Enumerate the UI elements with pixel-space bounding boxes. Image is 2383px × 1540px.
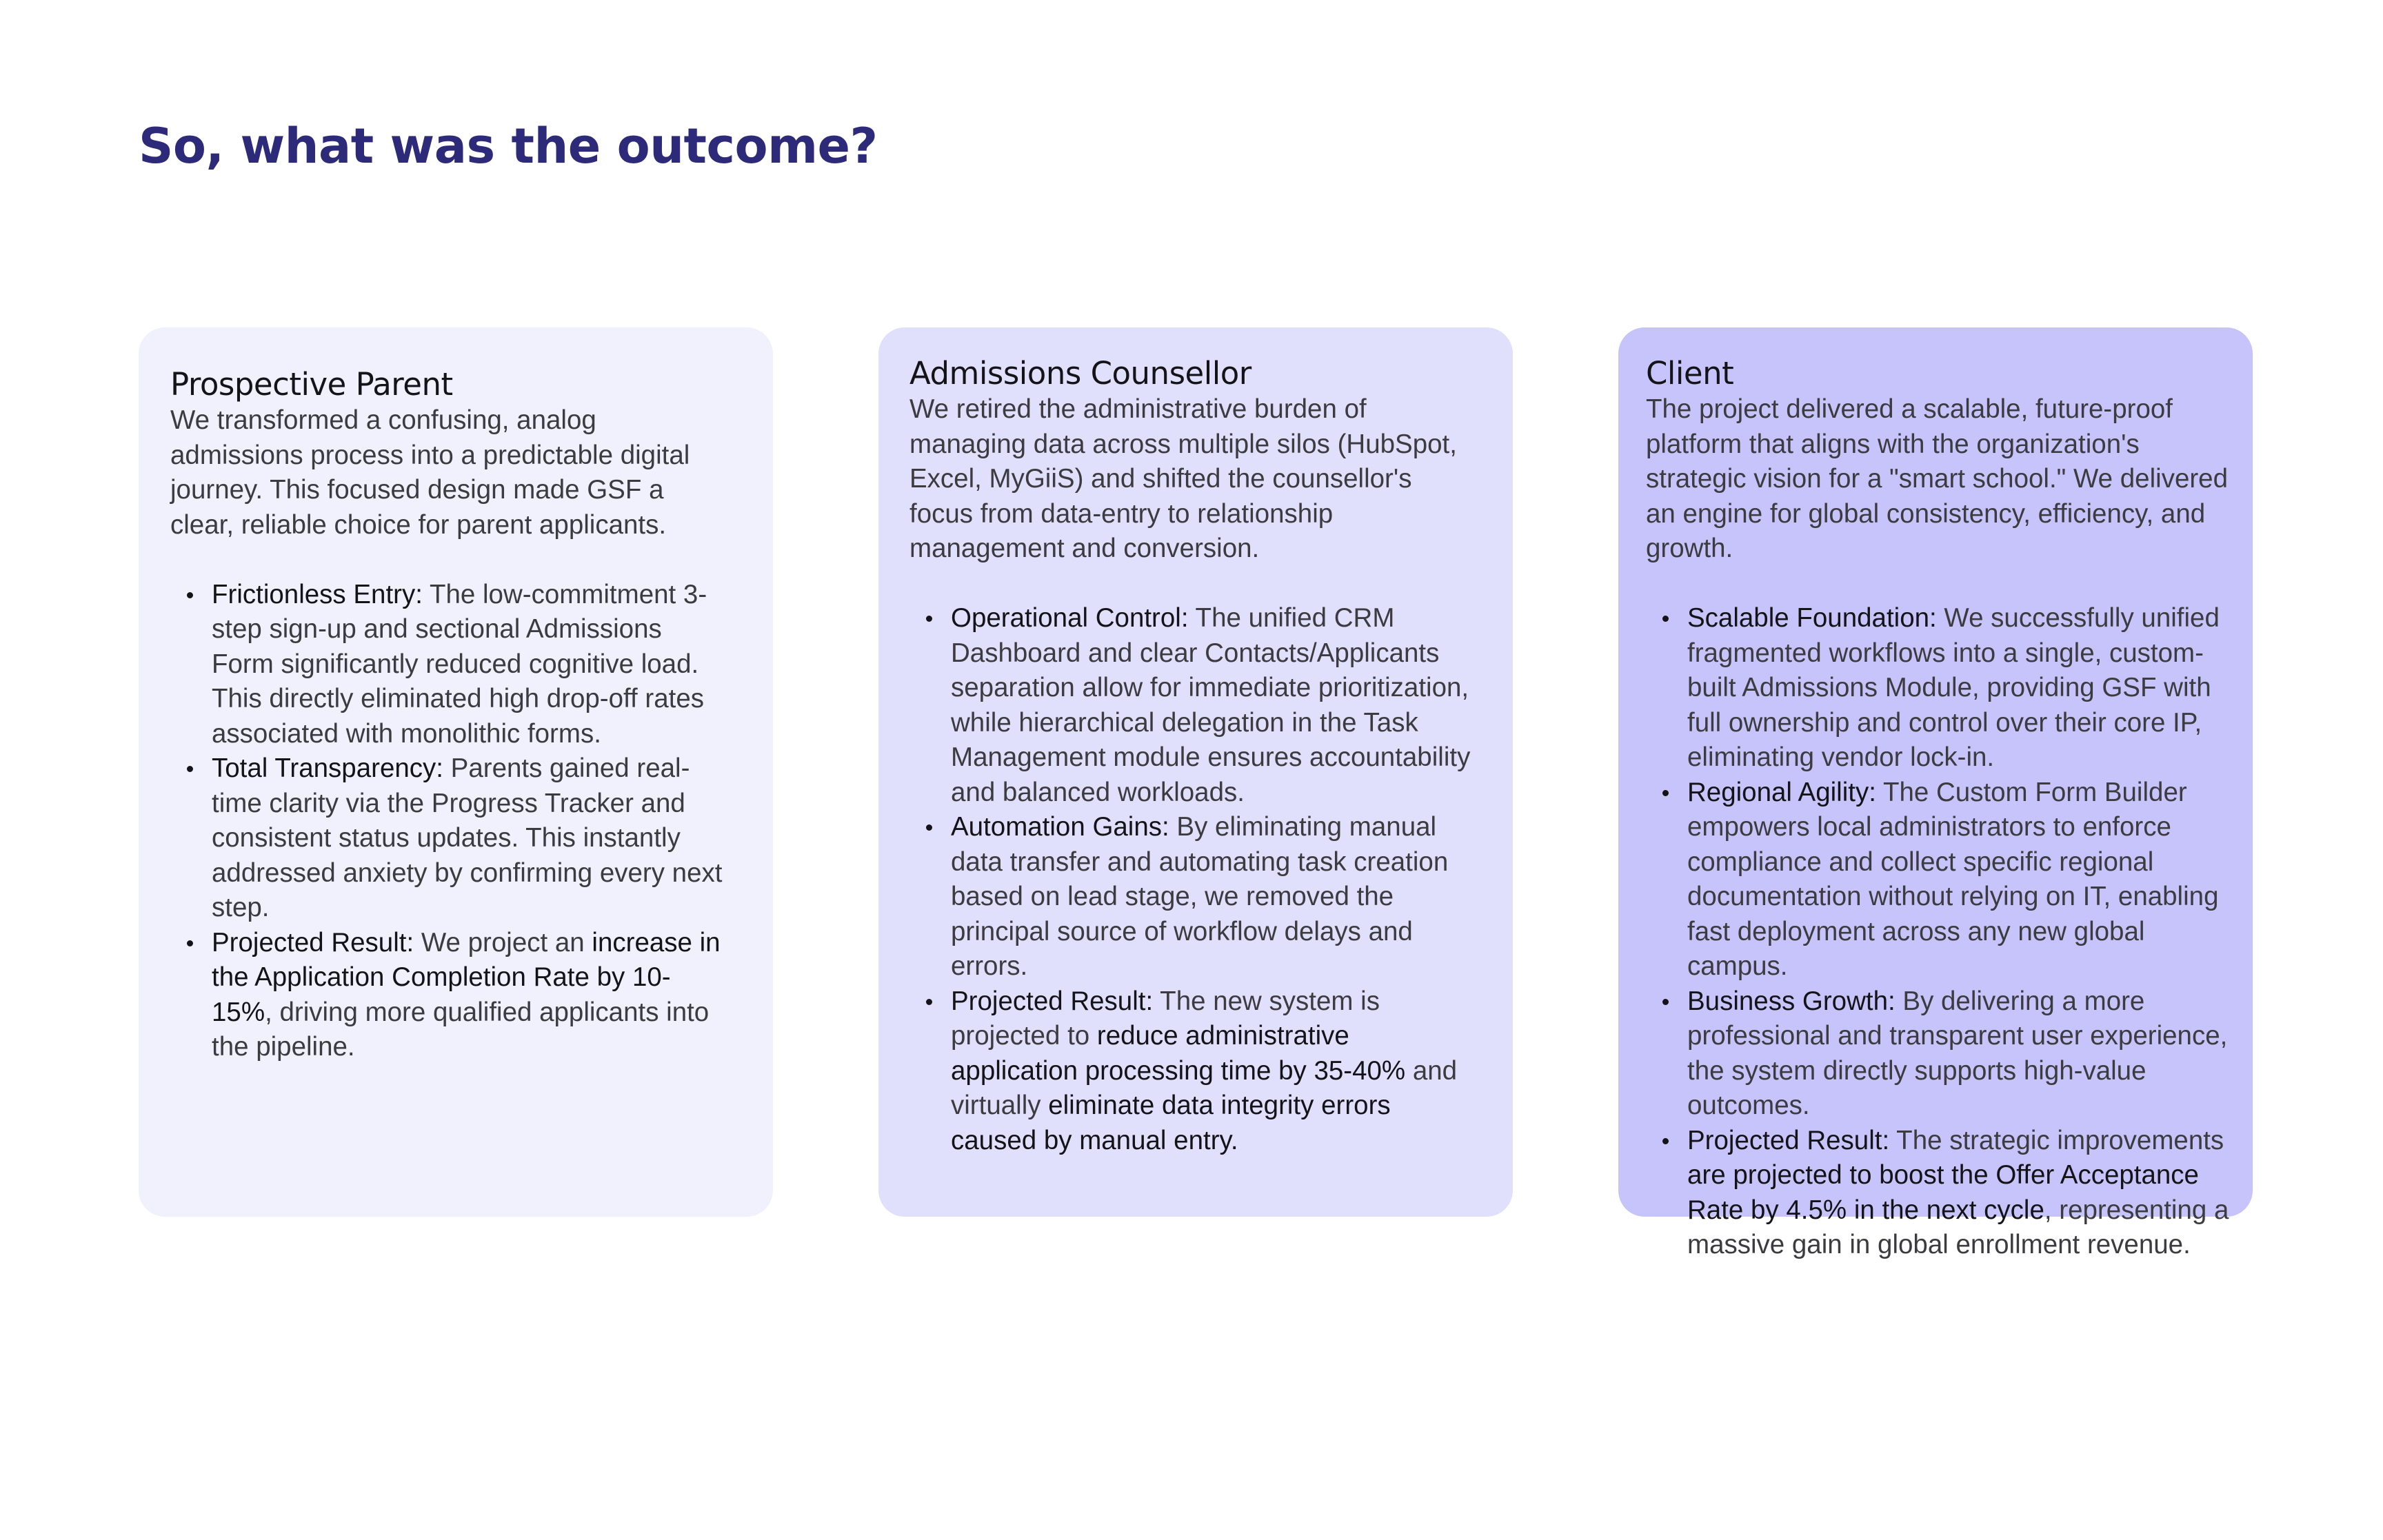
bullet-regional-agility (1687, 776, 2229, 984)
bullet-emphasis: reduce administrative application processing time by 35-40% (951, 1021, 1406, 1086)
bullet-list (909, 601, 1482, 1158)
bullet-label: Total Transparency: (212, 753, 443, 783)
bullet-text: Parents gained real-time clarity via the Progress Tracker and consistent status updates. This instantly addressed anxiety by confirming every next step. (212, 753, 723, 922)
bullet-frictionless-entry (212, 578, 729, 752)
bullet-projected-result (1687, 1124, 2229, 1263)
bullet-label: Projected Result: (212, 927, 414, 958)
bullet-label: Business Growth: (1687, 986, 1896, 1016)
bullet-text: We successfully unified fragmented workflows into a single, custom-built Admissions Module, providing GSF with full ownership and control over their core IP, eliminating vendor lock-in. (1687, 603, 2220, 772)
bullet-text: The unified CRM Dashboard and clear Contacts/Applicants separation allow for immediate prioritization, while hierarchical delegation in the Task Management module ensures accountability and balanced workloads. (951, 603, 1471, 807)
bullet-label: Scalable Foundation: (1687, 603, 1937, 633)
bullet-text: By delivering a more professional and transparent user experience, the system directly supports high-value outcomes. (1687, 986, 2228, 1120)
bullet-label: Operational Control: (951, 603, 1189, 633)
card-intro: We transformed a confusing, analog admissions process into a predictable digital journey. This focused design made GSF a clear, reliable choice for parent applicants. (170, 405, 690, 540)
bullet-label: Projected Result: (1687, 1125, 1890, 1155)
bullet-automation-gains (951, 810, 1482, 984)
card-client (1618, 327, 2253, 1259)
bullet-text: The low-commitment 3-step sign-up and sectional Admissions Form significantly reduced cognitive load. This directly eliminated high drop-off rates associated with monolithic forms. (212, 579, 707, 749)
bullet-projected-result (212, 926, 729, 1065)
bullet-label: Automation Gains: (951, 812, 1169, 842)
bullet-total-transparency (212, 751, 729, 926)
card-intro: We retired the administrative burden of managing data across multiple silos (HubSpot, Excel, MyGiiS) and shifted the counsellor's focus from data-entry to relationship management and conversion. (909, 394, 1457, 563)
bullet-text: , driving more qualified applicants into the pipeline. (212, 997, 710, 1062)
bullet-projected-result (951, 984, 1482, 1159)
card-title: Client (1646, 355, 1734, 392)
bullet-text: and virtually (951, 1055, 1458, 1120)
bullet-emphasis: increase in the Application Completion Rate by 10-15% (212, 927, 721, 1027)
bullet-scalable-foundation (1687, 601, 2229, 776)
bullet-text: The strategic improvements (1889, 1125, 2224, 1155)
bullet-list (1646, 601, 2229, 1263)
bullet-emphasis: are projected to boost the Offer Acceptance Rate by 4.5% in the next cycle (1687, 1160, 2199, 1225)
card-prospective-parent (139, 327, 773, 1217)
bullet-label: Frictionless Entry: (212, 579, 423, 609)
bullet-text: The Custom Form Builder empowers local administrators to enforce compliance and collect specific regional documentation without relying on IT, enabling fast deployment across any new global campus. (1687, 777, 2219, 981)
bullet-text: By eliminating manual data transfer and automating task creation based on lead stage, we removed the principal source of workflow delays and errors. (951, 812, 1449, 981)
bullet-business-growth (1687, 984, 2229, 1124)
card-intro: The project delivered a scalable, future-proof platform that aligns with the organization's strategic vision for a "smart school." We delivered an engine for global consistency, efficiency, and growth. (1646, 394, 2229, 563)
page-title: So, what was the outcome? (139, 118, 878, 174)
bullet-emphasis: eliminate data integrity errors caused by manual entry. (951, 1091, 1391, 1155)
bullet-text: The new system is projected to (951, 986, 1380, 1051)
bullet-label: Projected Result: (951, 986, 1154, 1016)
card-title: Prospective Parent (170, 366, 453, 403)
card-admissions-counsellor (878, 327, 1513, 1217)
bullet-list (170, 578, 729, 1065)
bullet-text: We project an (414, 927, 592, 958)
bullet-text: , representing a massive gain in global enrollment revenue. (1687, 1195, 2229, 1259)
card-title: Admissions Counsellor (909, 355, 1251, 392)
bullet-operational-control (951, 601, 1482, 810)
bullet-label: Regional Agility: (1687, 777, 1876, 807)
